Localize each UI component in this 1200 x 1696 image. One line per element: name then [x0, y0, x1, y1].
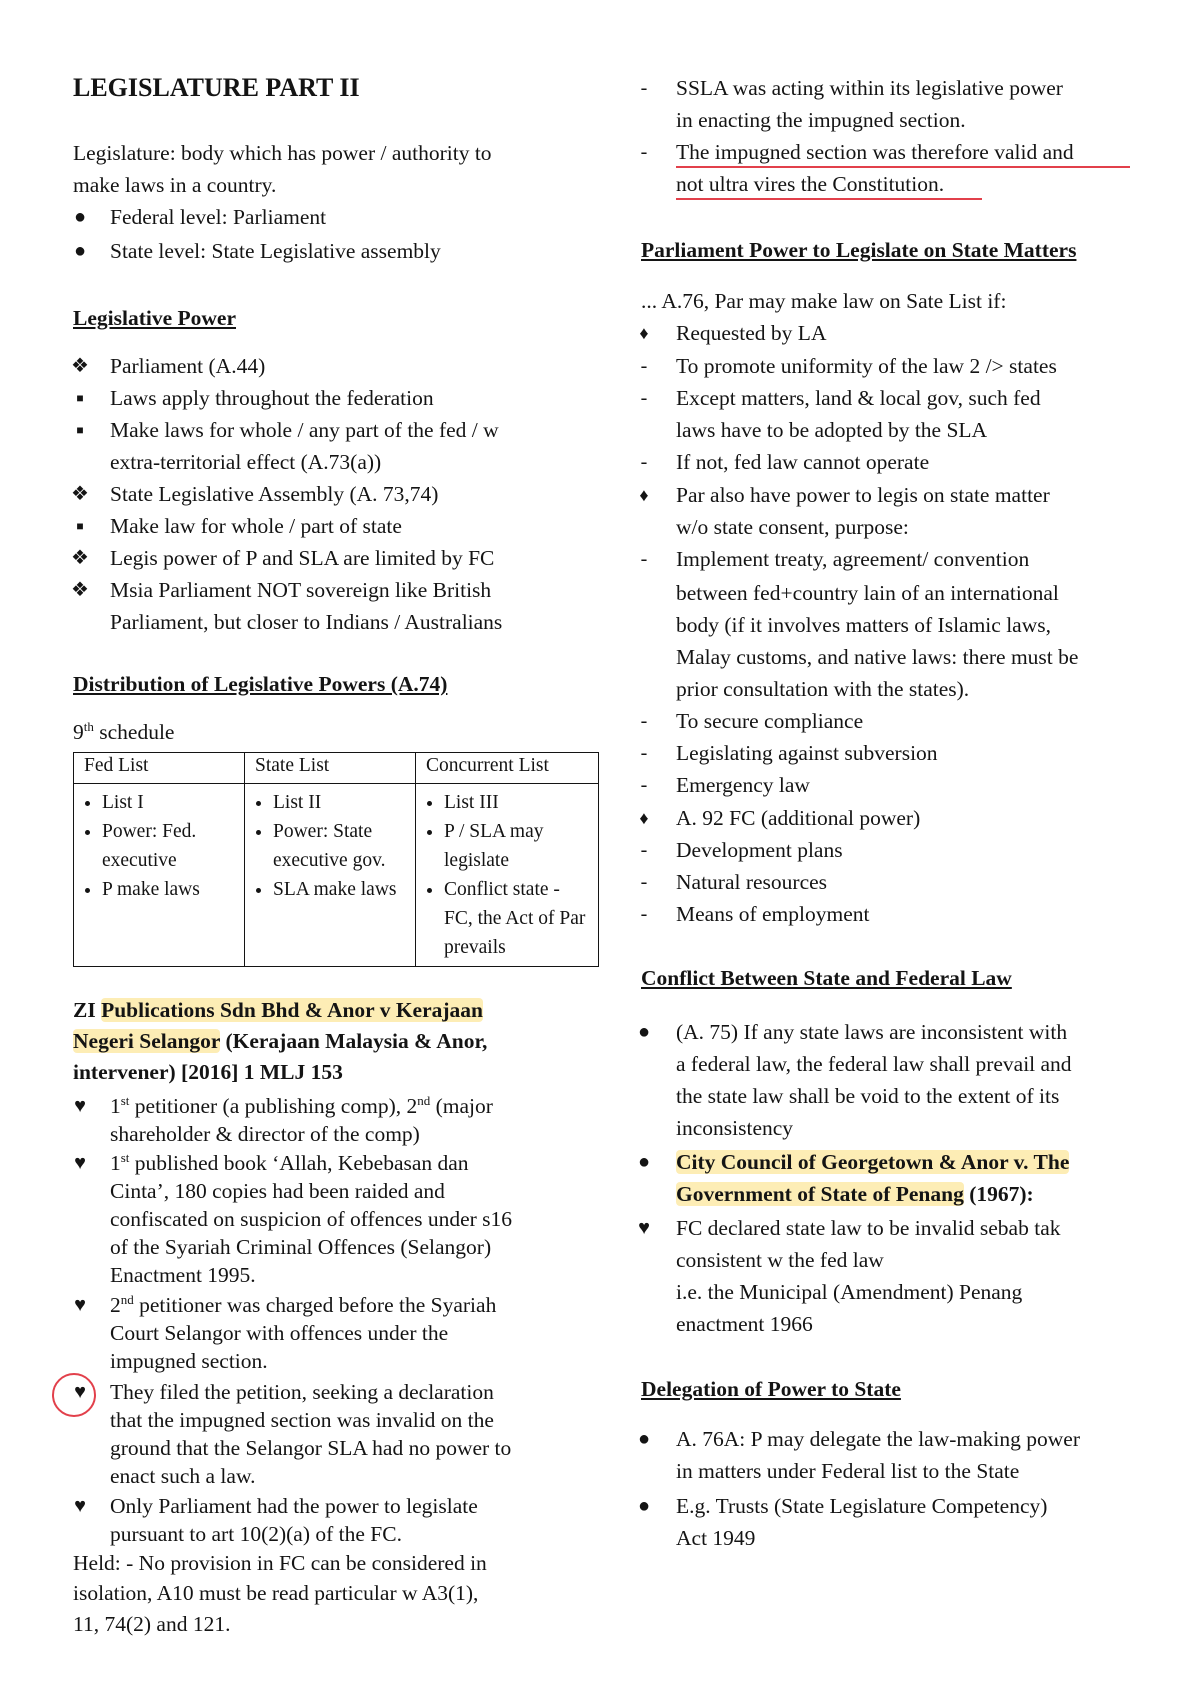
- list-item: Except matters, land & local gov, such fed: [676, 386, 1041, 410]
- highlighted-text: Government of State of Penang: [676, 1182, 964, 1206]
- list-item-cont: Parliament, but closer to Indians / Australians: [110, 610, 503, 634]
- list-item: FC declared state law to be invalid sebab tak: [676, 1216, 1061, 1240]
- table-cell: [245, 784, 416, 967]
- page-title: LEGISLATURE PART II: [73, 73, 360, 102]
- list-item: Laws apply throughout the federation: [110, 386, 434, 410]
- section-heading: Distribution of Legislative Powers (A.74): [73, 672, 448, 696]
- square-bullet-icon: ■: [76, 519, 84, 533]
- dash-bullet-icon: -: [640, 742, 648, 764]
- list-item-cont: enact such a law.: [110, 1464, 256, 1488]
- list-item: Legis power of P and SLA are limited by FC: [110, 546, 495, 570]
- list-item: Emergency law: [676, 773, 810, 797]
- list-item: • List II: [273, 788, 405, 817]
- list-item: They filed the petition, seeking a declaration: [110, 1380, 494, 1404]
- list-item-cont: Court Selangor with offences under the: [110, 1321, 449, 1345]
- case-title: ZI Publications Sdn Bhd & Anor v Kerajaan: [73, 998, 484, 1022]
- list-item: To promote uniformity of the law 2 /> states: [676, 354, 1057, 378]
- bullet-icon: ●: [637, 1428, 651, 1450]
- highlighted-text: Publications Sdn Bhd & Anor v Kerajaan: [101, 998, 484, 1022]
- list-item: Requested by LA: [676, 321, 827, 345]
- dash-bullet-icon: -: [640, 141, 648, 163]
- heart-bullet-icon: ♥: [74, 1495, 86, 1517]
- annotation-underline: [676, 198, 982, 200]
- dash-bullet-icon: -: [640, 355, 648, 377]
- list-item: SSLA was acting within its legislative power: [676, 76, 1063, 100]
- section-heading: Legislative Power: [73, 306, 236, 330]
- list-item-cont: a federal law, the federal law shall prevail and: [676, 1052, 1072, 1076]
- heart-bullet-icon: ♥: [638, 1217, 650, 1239]
- heart-bullet-icon: ♥: [74, 1381, 86, 1403]
- dash-bullet-icon: -: [640, 839, 648, 861]
- bullet-icon: ●: [73, 206, 87, 228]
- dash-bullet-icon: -: [640, 451, 648, 473]
- list-item-cont: ground that the Selangor SLA had no power to: [110, 1436, 512, 1460]
- section-heading: Conflict Between State and Federal Law: [641, 966, 1012, 990]
- list-item: 1st petitioner (a publishing comp), 2nd (major: [110, 1092, 493, 1118]
- list-item: Par also have power to legis on state matter: [676, 483, 1050, 507]
- list-item-cont: inconsistency: [676, 1116, 794, 1140]
- list-item: Implement treaty, agreement/ convention: [676, 547, 1030, 571]
- list-item: To secure compliance: [676, 709, 864, 733]
- intro-line: make laws in a country.: [73, 173, 277, 197]
- list-item: Make law for whole / part of state: [110, 514, 402, 538]
- list-item-cont: extra-territorial effect (A.73(a)): [110, 450, 382, 474]
- dash-bullet-icon: -: [640, 548, 648, 570]
- legislative-lists-table: [73, 752, 599, 967]
- list-item: Development plans: [676, 838, 843, 862]
- list-item-cont: prior consultation with the states).: [676, 677, 970, 701]
- list-item-cont: of the Syariah Criminal Offences (Selangor): [110, 1235, 492, 1259]
- list-item-cont: confiscated on suspicion of offences under s16: [110, 1207, 513, 1231]
- bullet-icon: ●: [637, 1021, 651, 1043]
- list-item-cont: i.e. the Municipal (Amendment) Penang: [676, 1280, 1023, 1304]
- list-item-cont: impugned section.: [110, 1349, 268, 1373]
- list-item-cont: Malay customs, and native laws: there must be: [676, 645, 1079, 669]
- list-item: Msia Parliament NOT sovereign like British: [110, 578, 492, 602]
- dash-bullet-icon: -: [640, 77, 648, 99]
- table-row: [74, 784, 599, 967]
- list-item-cont: Enactment 1995.: [110, 1263, 256, 1287]
- list-item-cont: in matters under Federal list to the State: [676, 1459, 1020, 1483]
- list-item-cont: in enacting the impugned section.: [676, 108, 966, 132]
- diamond-bullet-icon: ♦: [639, 323, 649, 343]
- list-item: Natural resources: [676, 870, 828, 894]
- list-item: • P make laws: [102, 875, 234, 904]
- case-title: [676, 1148, 1069, 1176]
- table-header-cell: State List: [245, 753, 416, 784]
- table-header-row: [74, 753, 599, 784]
- section-heading: Delegation of Power to State: [641, 1377, 901, 1401]
- list-item: 2nd petitioner was charged before the Syariah: [110, 1291, 497, 1317]
- heart-bullet-icon: ♥: [74, 1152, 86, 1174]
- intro-line: Legislature: body which has power / authority to: [73, 141, 492, 165]
- case-citation: intervener) [2016] 1 MLJ 153: [73, 1060, 343, 1084]
- list-item-cont: not ultra vires the Constitution.: [676, 172, 945, 196]
- dash-bullet-icon: -: [640, 903, 648, 925]
- case-title: Government of State of Penang (1967):: [676, 1182, 1034, 1206]
- list-item-cont: shareholder & director of the comp): [110, 1122, 420, 1146]
- list-item: • List I: [102, 788, 234, 817]
- list-item-cont: body (if it involves matters of Islamic laws,: [676, 613, 1051, 637]
- bullet-icon: ●: [73, 240, 87, 262]
- list-item-cont: enactment 1966: [676, 1312, 813, 1336]
- held-text: Held: - No provision in FC can be considered in: [73, 1551, 487, 1575]
- list-item-cont: Cinta’, 180 copies had been raided and: [110, 1179, 445, 1203]
- schedule-label: 9th schedule: [73, 718, 175, 744]
- dash-bullet-icon: -: [640, 710, 648, 732]
- list-item: Make laws for whole / any part of the fed / w: [110, 418, 499, 442]
- dash-bullet-icon: -: [640, 871, 648, 893]
- highlighted-text: Negeri Selangor: [73, 1029, 221, 1053]
- list-item: 1st published book ‘Allah, Kebebasan dan: [110, 1149, 469, 1175]
- list-item: A. 76A: P may delegate the law-making power: [676, 1427, 1081, 1451]
- list-item: The impugned section was therefore valid and: [676, 140, 1074, 164]
- list-item-cont: Act 1949: [676, 1526, 756, 1550]
- list-item: Only Parliament had the power to legislate: [110, 1494, 478, 1518]
- table-header-cell: Fed List: [74, 753, 245, 784]
- dash-bullet-icon: -: [640, 387, 648, 409]
- list-item: Legislating against subversion: [676, 741, 938, 765]
- list-item: Parliament (A.44): [110, 354, 266, 378]
- list-item: • Power: State executive gov.: [273, 817, 405, 875]
- list-item: Federal level: Parliament: [110, 205, 327, 229]
- list-item: • SLA make laws: [273, 875, 405, 904]
- list-item: (A. 75) If any state laws are inconsistent with: [676, 1020, 1068, 1044]
- list-item-cont: pursuant to art 10(2)(a) of the FC.: [110, 1522, 402, 1546]
- bullet-icon: ●: [637, 1495, 651, 1517]
- list-item-cont: between fed+country lain of an international: [676, 581, 1059, 605]
- list-item-cont: w/o state consent, purpose:: [676, 515, 909, 539]
- table-header-cell: Concurrent List: [416, 753, 599, 784]
- list-item-cont: that the impugned section was invalid on the: [110, 1408, 494, 1432]
- section-heading: Parliament Power to Legislate on State Matters: [641, 238, 1077, 262]
- diamond-bullet-icon: ❖: [71, 547, 89, 569]
- paragraph-line: ... A.76, Par may make law on Sate List if:: [641, 289, 1007, 313]
- diamond-bullet-icon: ♦: [639, 485, 649, 505]
- square-bullet-icon: ■: [76, 423, 84, 437]
- case-title: Negeri Selangor (Kerajaan Malaysia & Anor,: [73, 1029, 488, 1053]
- list-item: • List III: [444, 788, 588, 817]
- table-cell: [74, 784, 245, 967]
- diamond-bullet-icon: ♦: [639, 808, 649, 828]
- diamond-bullet-icon: ❖: [71, 579, 89, 601]
- list-item: Means of employment: [676, 902, 870, 926]
- table-cell: [416, 784, 599, 967]
- diamond-bullet-icon: ❖: [71, 355, 89, 377]
- list-item-cont: laws have to be adopted by the SLA: [676, 418, 988, 442]
- list-item: A. 92 FC (additional power): [676, 806, 921, 830]
- heart-bullet-icon: ♥: [74, 1294, 86, 1316]
- list-item: • P / SLA may legislate: [444, 817, 588, 875]
- annotation-underline: [676, 166, 1130, 168]
- heart-bullet-icon: ♥: [74, 1095, 86, 1117]
- list-item: • Power: Fed. executive: [102, 817, 234, 875]
- list-item: State Legislative Assembly (A. 73,74): [110, 482, 439, 506]
- square-bullet-icon: ■: [76, 391, 84, 405]
- list-item-cont: the state law shall be void to the extent of its: [676, 1084, 1060, 1108]
- list-item: State level: State Legislative assembly: [110, 239, 441, 263]
- list-item: • Conflict state - FC, the Act of Par prevails: [444, 875, 588, 962]
- highlighted-text: City Council of Georgetown & Anor v. The: [676, 1150, 1070, 1174]
- bullet-icon: ●: [637, 1151, 651, 1173]
- list-item-cont: consistent w the fed law: [676, 1248, 884, 1272]
- dash-bullet-icon: -: [640, 774, 648, 796]
- list-item: If not, fed law cannot operate: [676, 450, 930, 474]
- held-text: isolation, A10 must be read particular w A3(1),: [73, 1581, 479, 1605]
- list-item: E.g. Trusts (State Legislature Competency): [676, 1494, 1048, 1518]
- held-text: 11, 74(2) and 121.: [73, 1612, 231, 1636]
- diamond-bullet-icon: ❖: [71, 483, 89, 505]
